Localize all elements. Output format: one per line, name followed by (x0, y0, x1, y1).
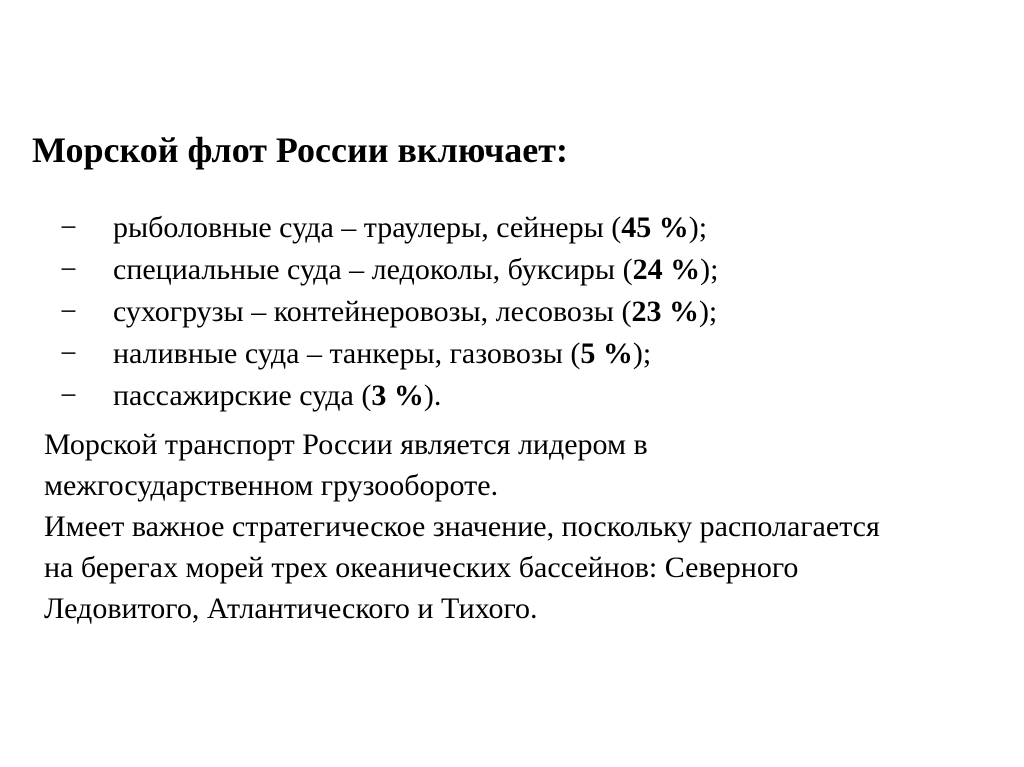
bullet-dash: − (60, 211, 77, 244)
bullet-dash: − (60, 337, 77, 370)
open-paren: ( (622, 253, 633, 286)
paragraph-line: Ледовитого, Атлантического и Тихого. (44, 592, 538, 625)
list-item-text: рыболовные суда – траулеры, сейнеры (113, 211, 604, 244)
percent-value: 3 % (371, 379, 424, 412)
open-paren: ( (570, 337, 581, 370)
list-item-content (113, 291, 717, 333)
percent-value: 23 % (631, 295, 699, 328)
paragraph-line: Имеет важное стратегическое значение, поскольку располагается (44, 510, 880, 543)
open-paren: ( (611, 211, 622, 244)
list-item-content (113, 375, 441, 417)
body-paragraph (44, 424, 1014, 629)
slide-title: Морской флот России включает: (32, 130, 568, 170)
close-punct: ); (700, 253, 719, 286)
close-punct: ); (632, 337, 652, 370)
bullet-dash: − (60, 253, 77, 286)
close-punct: ); (698, 295, 718, 328)
close-punct: ); (688, 211, 708, 244)
list-item-content (113, 333, 651, 375)
list-item-content (113, 207, 707, 249)
close-punct: ). (423, 379, 442, 412)
paragraph-line: на берегах морей трех океанических бассейнов: Северного (44, 551, 799, 584)
open-paren: ( (621, 295, 632, 328)
bullet-dash: − (60, 379, 77, 412)
bullet-dash: − (60, 295, 77, 328)
percent-value: 5 % (580, 337, 633, 370)
paragraph-line: Морской транспорт России является лидером в (44, 428, 648, 461)
percent-value: 24 % (632, 253, 701, 286)
list-item-text: сухогрузы – контейнеровозы, лесовозы (113, 295, 614, 328)
list-item-text: наливные суда – танкеры, газовозы (113, 337, 563, 370)
percent-value: 45 % (621, 211, 689, 244)
list-item-text: пассажирские суда (113, 379, 354, 412)
list-item-text: специальные суда – ледоколы, буксиры (113, 253, 616, 286)
open-paren: ( (361, 379, 372, 412)
list-item-content (113, 249, 718, 291)
paragraph-line: межгосударственном грузообороте. (44, 469, 499, 502)
